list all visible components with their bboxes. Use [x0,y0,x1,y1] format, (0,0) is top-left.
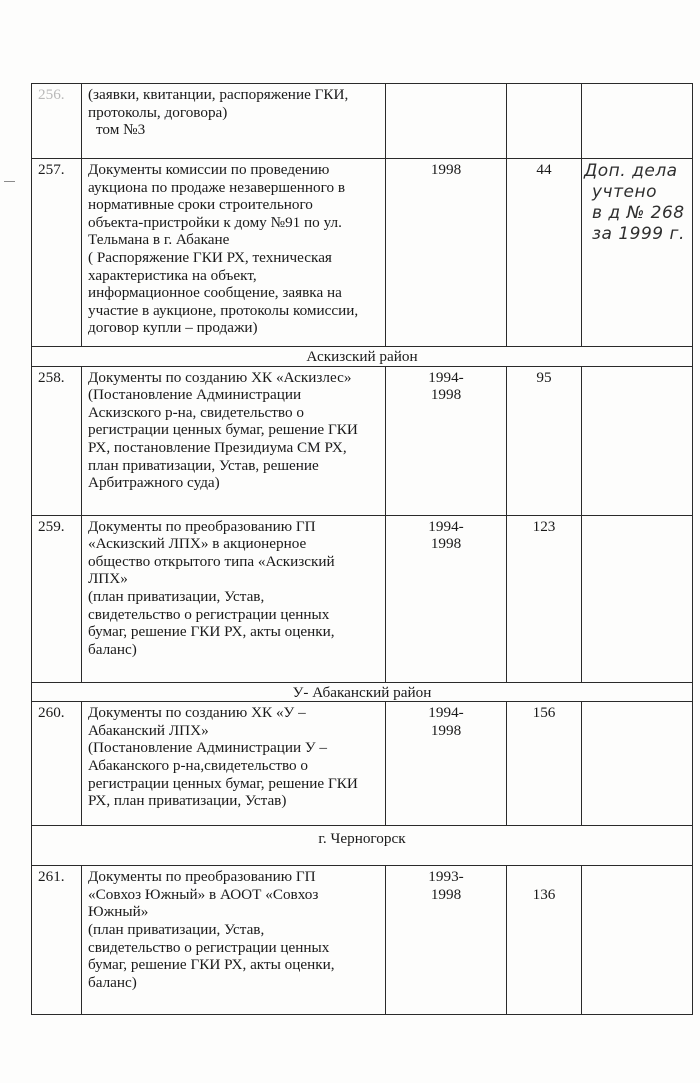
row-description [82,159,386,347]
row-note [582,515,693,682]
row-sheet-count [507,515,582,682]
row-number-text: 259. [38,517,65,535]
desc-line: договор купли – продажи) [88,319,258,337]
desc-line: ( Распоряжение ГКИ РХ, техническая [88,248,332,266]
desc-line: Документы по созданию ХК «У – [88,704,306,722]
desc-line: бумаг, решение ГКИ РХ, акты оценки, [88,623,335,641]
row-number-text: 257. [38,161,65,178]
desc-line: Абаканского р-на,свидетельство о [88,756,309,774]
desc-line: Тельмана в г. Абакане [88,231,230,249]
years-line: 1998 [430,161,462,178]
row-note [582,702,693,826]
row-years [386,515,507,682]
row-years [386,159,507,347]
row-number [32,515,82,682]
desc-line: ЛПХ» [88,570,128,588]
row-number-text: 261. [38,868,65,886]
row-number [32,159,82,347]
row-years [386,702,507,826]
section-heading: г. Черногорск [32,826,693,866]
desc-line: протоколы, договора) [88,103,228,121]
note-line: Доп. дела [584,161,678,181]
desc-line: (план приватизации, Устав, [88,587,265,605]
row-note [582,866,693,1015]
desc-line: том №3 [96,121,146,139]
sheet-count-text: 156 [532,704,556,722]
table-row [32,515,693,682]
row-note [582,366,693,515]
row-sheet-count [507,159,582,347]
sheet-count-text: 44 [536,161,552,178]
desc-line: РХ, постановление Президиума СМ РХ, [88,438,347,456]
desc-line: Аскизского р-на, свидетельство о [88,403,304,421]
row-number [32,84,82,159]
desc-line: (план приватизации, Устав, [88,920,265,938]
desc-line: баланс) [88,640,137,658]
desc-line: Документы по преобразованию ГП [88,868,316,886]
desc-line: информационное сообщение, заявка на [88,284,342,302]
note-line: в д № 268 [592,203,685,223]
desc-line: объекта-пристройки к дому №91 по ул. [88,213,342,231]
section-row [32,826,693,866]
table-row [32,84,693,159]
desc-line: Абаканский ЛПХ» [88,721,209,739]
desc-line: участие в аукционе, протоколы комиссии, [88,301,359,319]
desc-line: Документы по созданию ХК «Аскизлес» [88,368,352,386]
years-line: 1998 [430,721,462,739]
desc-line: Арбитражного суда) [88,474,220,492]
row-description [82,366,386,515]
row-years [386,866,507,1015]
years-line: 1998 [430,535,462,553]
note-line: за 1999 г. [592,224,685,244]
sheet-count-text: 95 [536,368,552,386]
row-number-text: 256. [38,86,65,103]
years-line: 1998 [430,885,462,903]
table-row [32,366,693,515]
row-sheet-count [507,366,582,515]
table-row [32,702,693,826]
section-heading: У- Абаканский район [32,682,693,702]
desc-line: аукциона по продаже незавершенного в [88,178,346,196]
desc-line: «Аскизский ЛПХ» в акционерное [88,535,307,553]
section-heading: Аскизский район [32,347,693,367]
years-line: 1993- [428,868,464,886]
row-sheet-count [507,84,582,159]
table-row [32,866,693,1015]
desc-line: характеристика на объект, [88,266,257,284]
section-row [32,682,693,702]
years-line: 1994- [428,704,464,722]
row-number [32,866,82,1015]
desc-line: (заявки, квитанции, распоряжение ГКИ, [88,86,349,103]
desc-line: Документы комиссии по проведению [88,161,330,178]
row-description [82,515,386,682]
desc-line: свидетельство о регистрации ценных [88,938,330,956]
desc-line: Документы по преобразованию ГП [88,517,316,535]
desc-line: план приватизации, Устав, решение [88,456,319,474]
row-number [32,702,82,826]
row-years [386,366,507,515]
row-number [32,366,82,515]
desc-line: РХ, план приватизации, Устав) [88,792,287,810]
years-line: 1998 [430,386,462,404]
row-description [82,702,386,826]
table-row [32,159,693,347]
sheet-count-text: 136 [532,886,556,904]
row-sheet-count [507,866,582,1015]
handwritten-note [582,159,693,347]
margin-mark [4,181,15,182]
desc-line: (Постановление Администрации У – [88,739,328,757]
desc-line: (Постановление Администрации [88,386,302,404]
desc-line: общество открытого типа «Аскизский [88,552,335,570]
note-line: учтено [592,182,657,202]
row-description [82,84,386,159]
row-note [582,84,693,159]
inventory-table [31,83,693,1015]
row-description [82,866,386,1015]
desc-line: баланс) [88,973,137,991]
years-line: 1994- [428,517,464,535]
row-number-text: 260. [38,704,65,722]
sheet-count-text: 123 [532,517,556,535]
desc-line: свидетельство о регистрации ценных [88,605,330,623]
desc-line: бумаг, решение ГКИ РХ, акты оценки, [88,956,335,974]
years-line: 1994- [428,368,464,386]
desc-line: Южный» [88,903,149,921]
row-number-text: 258. [38,368,65,386]
desc-line: нормативные сроки строительного [88,196,313,214]
desc-line: регистрации ценных бумаг, решение ГКИ [88,774,358,792]
section-row [32,347,693,367]
row-years [386,84,507,159]
desc-line: «Совхоз Южный» в АООТ «Совхоз [88,885,319,903]
desc-line: регистрации ценных бумаг, решение ГКИ [88,421,358,439]
row-sheet-count [507,702,582,826]
